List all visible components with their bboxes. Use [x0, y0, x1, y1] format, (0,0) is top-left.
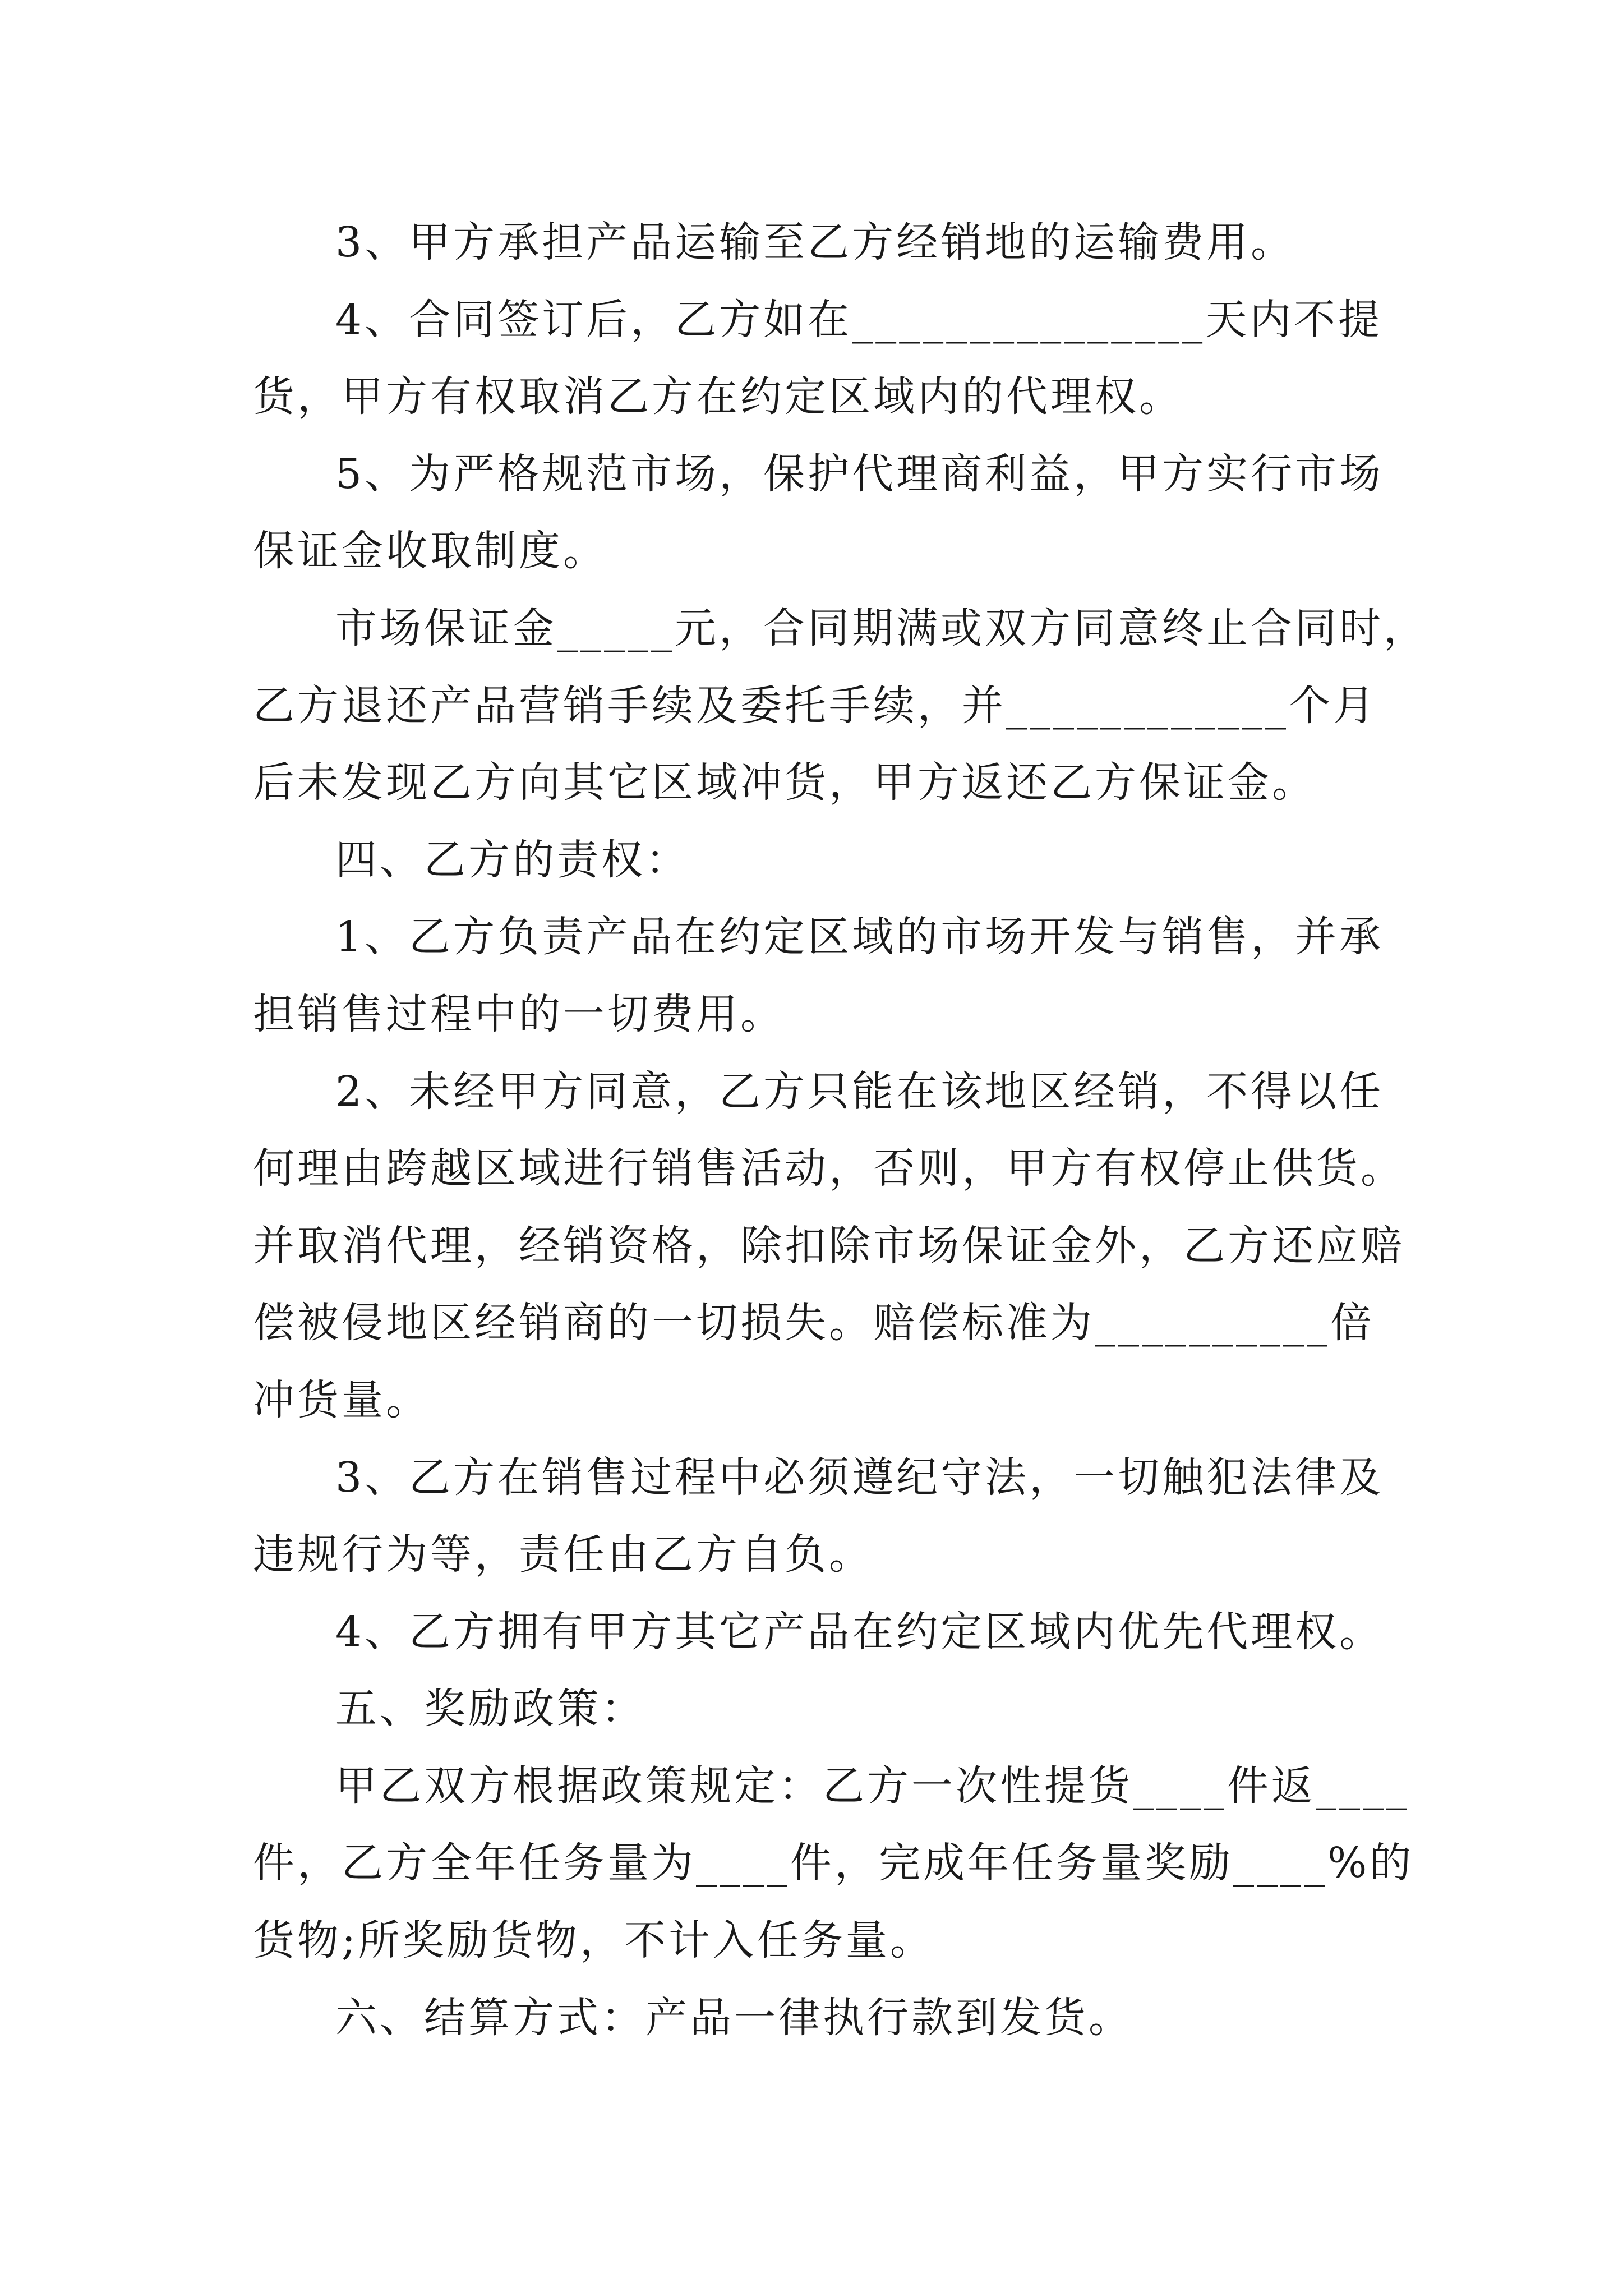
clause-5-market-deposit: [253, 436, 1487, 590]
text-line: 违规行为等，责任由乙方自负。: [253, 1530, 873, 1579]
party-b-clause-4: [253, 1594, 1487, 1671]
clause-3-transport-cost: [253, 204, 1487, 282]
text-line: 担销售过程中的一切费用。: [253, 990, 785, 1038]
party-b-clause-3: [253, 1439, 1487, 1594]
section-heading: [253, 822, 1487, 899]
text-line: 1、乙方负责产品在约定区域的市场开发与销售，并承: [335, 913, 1384, 961]
clause-4-pickup-deadline: [253, 282, 1487, 436]
text-line: 5、为严格规范市场，保护代理商利益，甲方实行市场: [335, 449, 1384, 498]
text-line: 货物;所奖励货物，不计入任务量。: [253, 1916, 934, 1965]
party-b-clause-2: [253, 1053, 1487, 1439]
text-line: 3、乙方在销售过程中必须遵纪守法，一切触犯法律及: [335, 1453, 1384, 1502]
section-heading-text: 五、奖励政策：: [335, 1685, 645, 1733]
settlement-method-paragraph: [253, 1980, 1487, 2057]
text-line: 并取消代理，经销资格，除扣除市场保证金外，乙方还应赔: [253, 1221, 1405, 1270]
text-line: 3、甲方承担产品运输至乙方经销地的运输费用。: [335, 218, 1295, 266]
section-heading: [253, 1671, 1487, 1748]
text-line: 甲乙双方根据政策规定：乙方一次性提货____件返____: [335, 1761, 1410, 1810]
text-line: 偿被侵地区经销商的一切损失。赔偿标准为__________倍: [253, 1299, 1375, 1347]
text-line: 乙方退还产品营销手续及委托手续，并____________个月: [253, 681, 1377, 730]
section-heading-text: 四、乙方的责权：: [335, 835, 690, 884]
text-line: 六、结算方式：产品一律执行款到发货。: [335, 1993, 1133, 2042]
text-line: 冲货量。: [253, 1375, 430, 1424]
text-line: 何理由跨越区域进行销售活动，否则，甲方有权停止供货。: [253, 1144, 1405, 1193]
text-line: 保证金收取制度。: [253, 527, 607, 576]
deposit-amount-paragraph: [253, 590, 1487, 822]
text-line: 4、合同签订后，乙方如在_______________天内不提: [335, 295, 1383, 344]
text-line: 货，甲方有权取消乙方在约定区域内的代理权。: [253, 372, 1183, 421]
party-b-clause-1: [253, 899, 1487, 1053]
text-line: 市场保证金_____元，合同期满或双方同意终止合同时，: [335, 604, 1428, 652]
document-body: [253, 204, 1487, 2056]
text-line: 4、乙方拥有甲方其它产品在约定区域内优先代理权。: [335, 1607, 1384, 1656]
reward-policy-paragraph: [253, 1748, 1487, 1980]
text-line: 2、未经甲方同意，乙方只能在该地区经销，不得以任: [335, 1067, 1384, 1116]
text-line: 后未发现乙方向其它区域冲货，甲方返还乙方保证金。: [253, 758, 1316, 807]
text-line: 件，乙方全年任务量为____件，完成年任务量奖励____%的: [253, 1839, 1414, 1888]
